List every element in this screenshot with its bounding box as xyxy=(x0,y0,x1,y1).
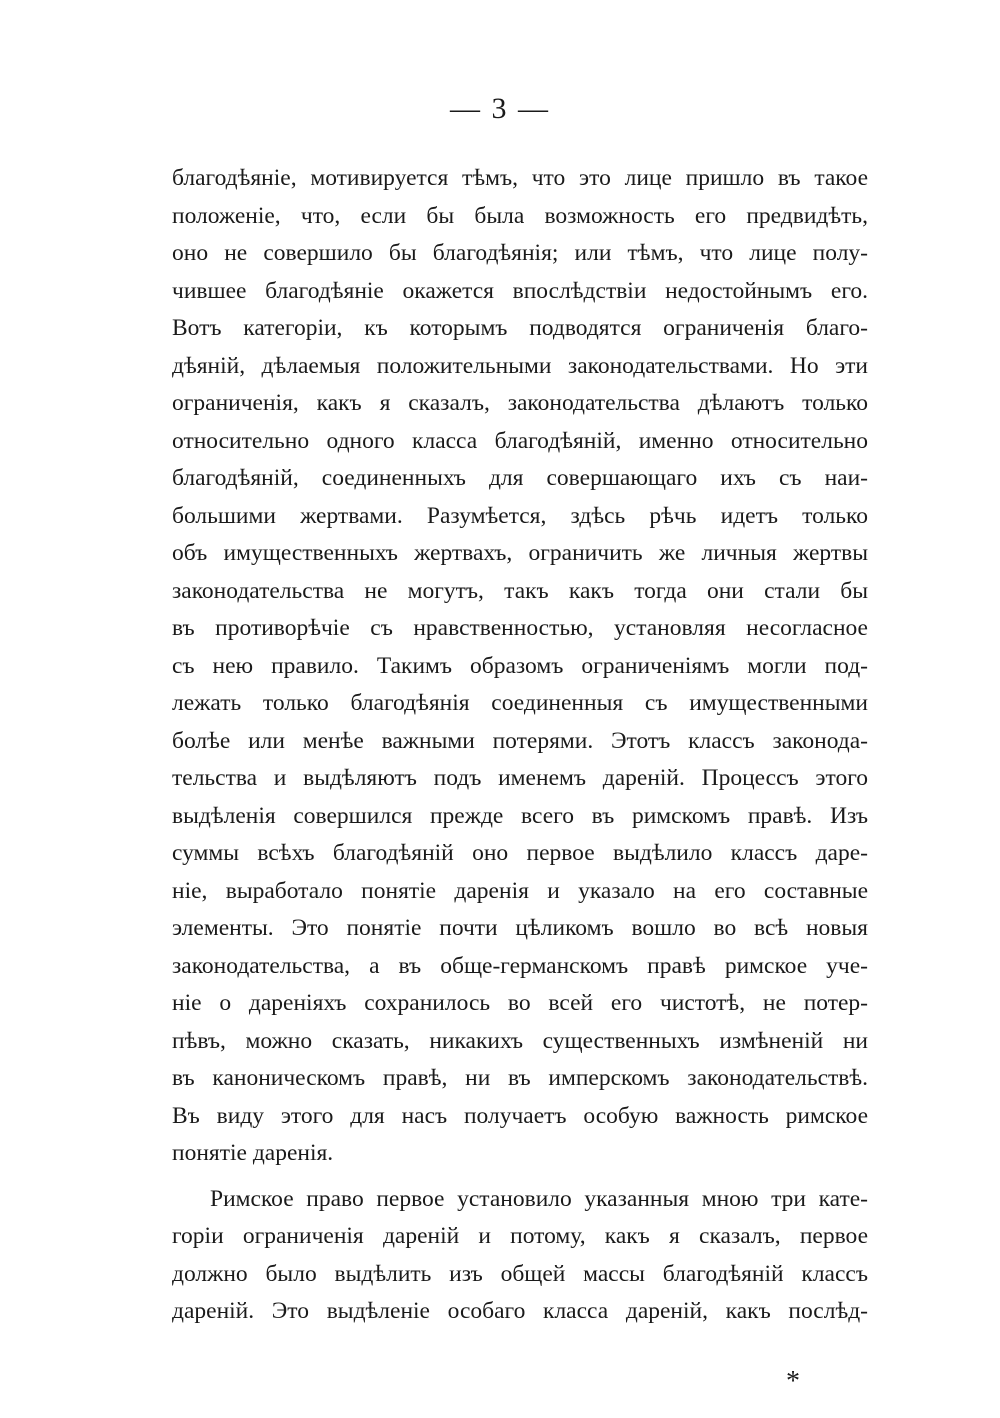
text-line: Въ виду этого для насъ получаетъ особую важность римское xyxy=(172,1102,868,1129)
paragraph-gap xyxy=(172,1173,868,1181)
text-line: пѣвъ, можно сказать, никакихъ существенныхъ измѣненій ни xyxy=(172,1027,868,1054)
body-text xyxy=(172,160,868,1331)
text-line: тельства и выдѣляютъ подъ именемъ дареній. Процессъ этого xyxy=(172,765,868,791)
text-line: болѣе или менѣе важными потерями. Этотъ классъ законода- xyxy=(172,727,868,754)
text-line: ніе, выработало понятіе даренія и указало на его составные xyxy=(172,877,868,904)
text-line: понятіе даренія. xyxy=(172,1140,334,1166)
text-line: законодательства, а въ обще-германскомъ правѣ римское уче- xyxy=(172,952,868,979)
text-line: суммы всѣхъ благодѣяній оно первое выдѣлило классъ даре- xyxy=(172,840,868,866)
text-line: дѣяній, дѣлаемыя положительными законодательствами. Но эти xyxy=(172,352,868,379)
text-line: положеніе, что, если бы была возможность его предвидѣть, xyxy=(172,202,868,229)
text-line: объ имущественныхъ жертвахъ, ограничить же личныя жертвы xyxy=(172,540,868,566)
text-line: въ каноническомъ правѣ, ни въ имперскомъ законодательствѣ. xyxy=(172,1065,868,1091)
paragraph xyxy=(172,160,868,1173)
text-line: Вотъ категоріи, къ которымъ подводятся ограниченія благо- xyxy=(172,315,868,341)
text-line: Римское право первое установило указанныя мною три кате- xyxy=(210,1185,868,1212)
text-line: дареній. Это выдѣленіе особаго класса дареній, какъ послѣд- xyxy=(172,1298,868,1324)
text-line: оно не совершило бы благодѣянія; или тѣмъ, что лице полу- xyxy=(172,240,868,266)
text-line: съ нею правило. Такимъ образомъ ограниченіямъ могли под- xyxy=(172,652,868,679)
text-line: благодѣяніе, мотивируется тѣмъ, что это лице пришло въ такое xyxy=(172,165,868,191)
text-line: горіи ограниченія дареній и потому, какъ я сказалъ, первое xyxy=(172,1223,868,1249)
text-line: лежать только благодѣянія соединенныя съ имущественными xyxy=(172,690,868,716)
text-line: относительно одного класса благодѣяній, именно относительно xyxy=(172,427,868,454)
text-line: выдѣленія совершился прежде всего въ римскомъ правѣ. Изъ xyxy=(172,802,868,829)
text-line: элементы. Это понятіе почти цѣликомъ вошло во всѣ новыя xyxy=(172,915,868,941)
text-line: чившее благодѣяніе окажется впослѣдствіи недостойнымъ его. xyxy=(172,277,868,304)
text-line: ніе о дареніяхъ сохранилось во всей его чистотѣ, не потер- xyxy=(172,990,868,1016)
text-line: должно было выдѣлить изъ общей массы благодѣяній классъ xyxy=(172,1260,868,1287)
text-line: благодѣяній, соединенныхъ для совершающаго ихъ съ наи- xyxy=(172,465,868,491)
page-number: — 3 — xyxy=(450,92,550,125)
paragraph xyxy=(172,1181,868,1331)
text-line: въ противорѣчіе съ нравственностью, установляя несогласное xyxy=(172,615,868,641)
text-line: большими жертвами. Разумѣется, здѣсь рѣчь идетъ только xyxy=(172,502,868,529)
text-line: законодательства не могутъ, такъ какъ тогда они стали бы xyxy=(172,577,868,604)
text-line: ограниченія, какъ я сказалъ, законодательства дѣлаютъ только xyxy=(172,390,868,416)
catchword-mark: * xyxy=(786,1366,800,1397)
